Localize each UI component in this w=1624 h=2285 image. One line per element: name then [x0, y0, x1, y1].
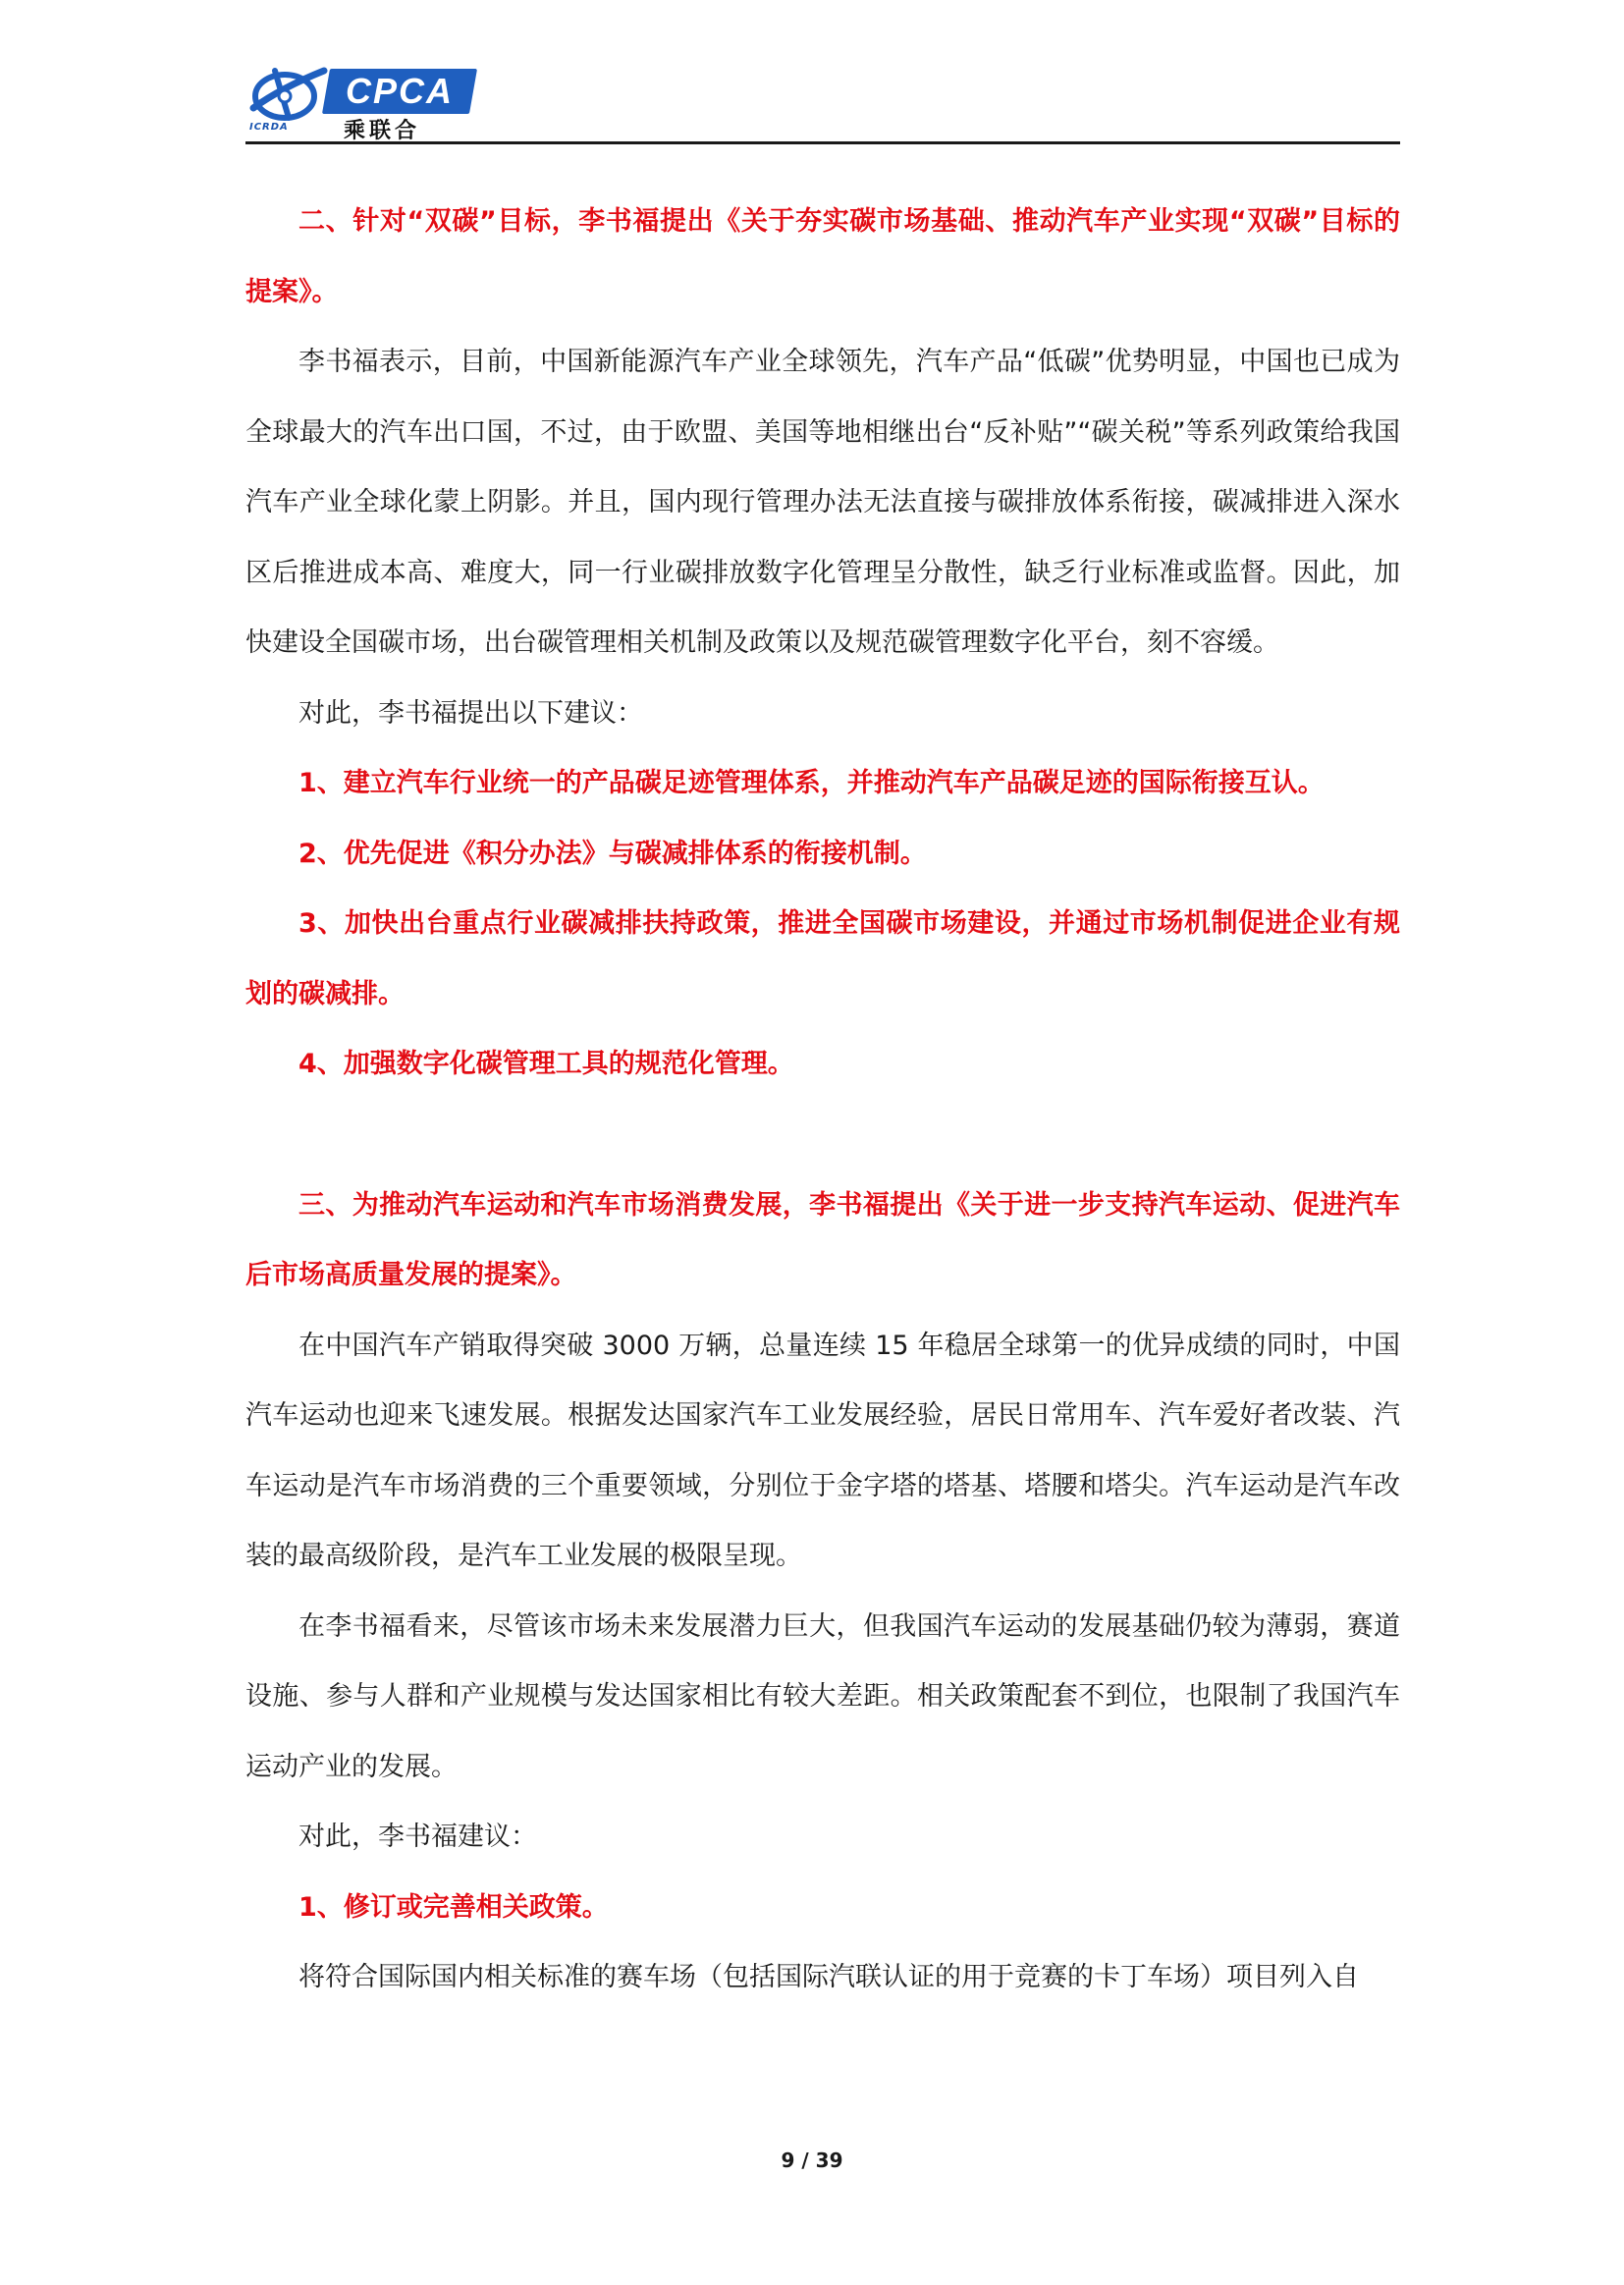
- body-paragraph: 对此，李书福提出以下建议：: [298, 697, 643, 729]
- section-spacer: [245, 1100, 1400, 1170]
- body-paragraph: 将符合国际国内相关标准的赛车场（包括国际汽联认证的用于竞赛的卡丁车场）项目列入自: [298, 1962, 1359, 1992]
- globe-swoosh-icon: [245, 63, 328, 126]
- section-heading: 三、为推动汽车运动和汽车市场消费发展，李书福提出《关于进一步支持汽车运动、促进汽车后市场高质量发展的提案》。: [245, 1189, 1400, 1290]
- body-paragraph: 李书福表示，目前，中国新能源汽车产业全球领先，汽车产品“低碳”优势明显，中国也已成为全球最大的汽车出口国，不过，由于欧盟、美国等地相继出台“反补贴”“碳关税”等系列政策给我国汽车产业全球化蒙上阴影。并且，国内现行管理办法无法直接与碳排放体系衔接，碳减排进入深水区后推进成本高、难度大，同一行业碳排放数字化管理呈分散性，缺乏行业标准或监督。因此，加快建设全国碳市场，出台碳管理相关机制及政策以及规范碳管理数字化平台，刻不容缓。: [245, 347, 1400, 658]
- logo-cpca-text: CPCA: [345, 71, 454, 111]
- logo-cpca-badge: [322, 69, 477, 114]
- body-paragraph: 在李书福看来，尽管该市场未来发展潜力巨大，但我国汽车运动的发展基础仍较为薄弱，赛道设施、参与人群和产业规模与发达国家相比有较大差距。相关政策配套不到位，也限制了我国汽车运动产业的发展。: [245, 1610, 1400, 1782]
- recommendation-item: 2、优先促进《积分办法》与碳减排体系的衔接机制。: [298, 838, 927, 869]
- logo-chinese-text: 乘联合: [344, 119, 421, 143]
- logo-subtitle: ICRDA: [249, 122, 289, 133]
- body-paragraph: 对此，李书福建议：: [298, 1822, 537, 1852]
- recommendation-item: 1、修订或完善相关政策。: [298, 1891, 609, 1923]
- recommendation-item: 1、建立汽车行业统一的产品碳足迹管理体系，并推动汽车产品碳足迹的国际衔接互认。: [298, 768, 1325, 798]
- document-body: [245, 187, 1400, 2013]
- page-number: 9 / 39: [781, 2149, 843, 2172]
- recommendation-item: 4、加强数字化碳管理工具的规范化管理。: [298, 1049, 794, 1079]
- body-paragraph: 在中国汽车产销取得突破 3000 万辆，总量连续 15 年稳居全球第一的优异成绩的同时，中国汽车运动也迎来飞速发展。根据发达国家汽车工业发展经验，居民日常用车、汽车爱好者改装、汽车运动是汽车市场消费的三个重要领域，分别位于金字塔的塔基、塔腰和塔尖。汽车运动是汽车改装的最高级阶段，是汽车工业发展的极限呈现。: [245, 1330, 1400, 1571]
- section-heading: 二、针对“双碳”目标，李书福提出《关于夯实碳市场基础、推动汽车产业实现“双碳”目标的提案》。: [245, 206, 1400, 307]
- cpca-logo: [245, 63, 491, 143]
- recommendation-item: 3、加快出台重点行业碳减排扶持政策，推进全国碳市场建设，并通过市场机制促进企业有规划的碳减排。: [245, 908, 1400, 1009]
- page-header: [245, 59, 1400, 144]
